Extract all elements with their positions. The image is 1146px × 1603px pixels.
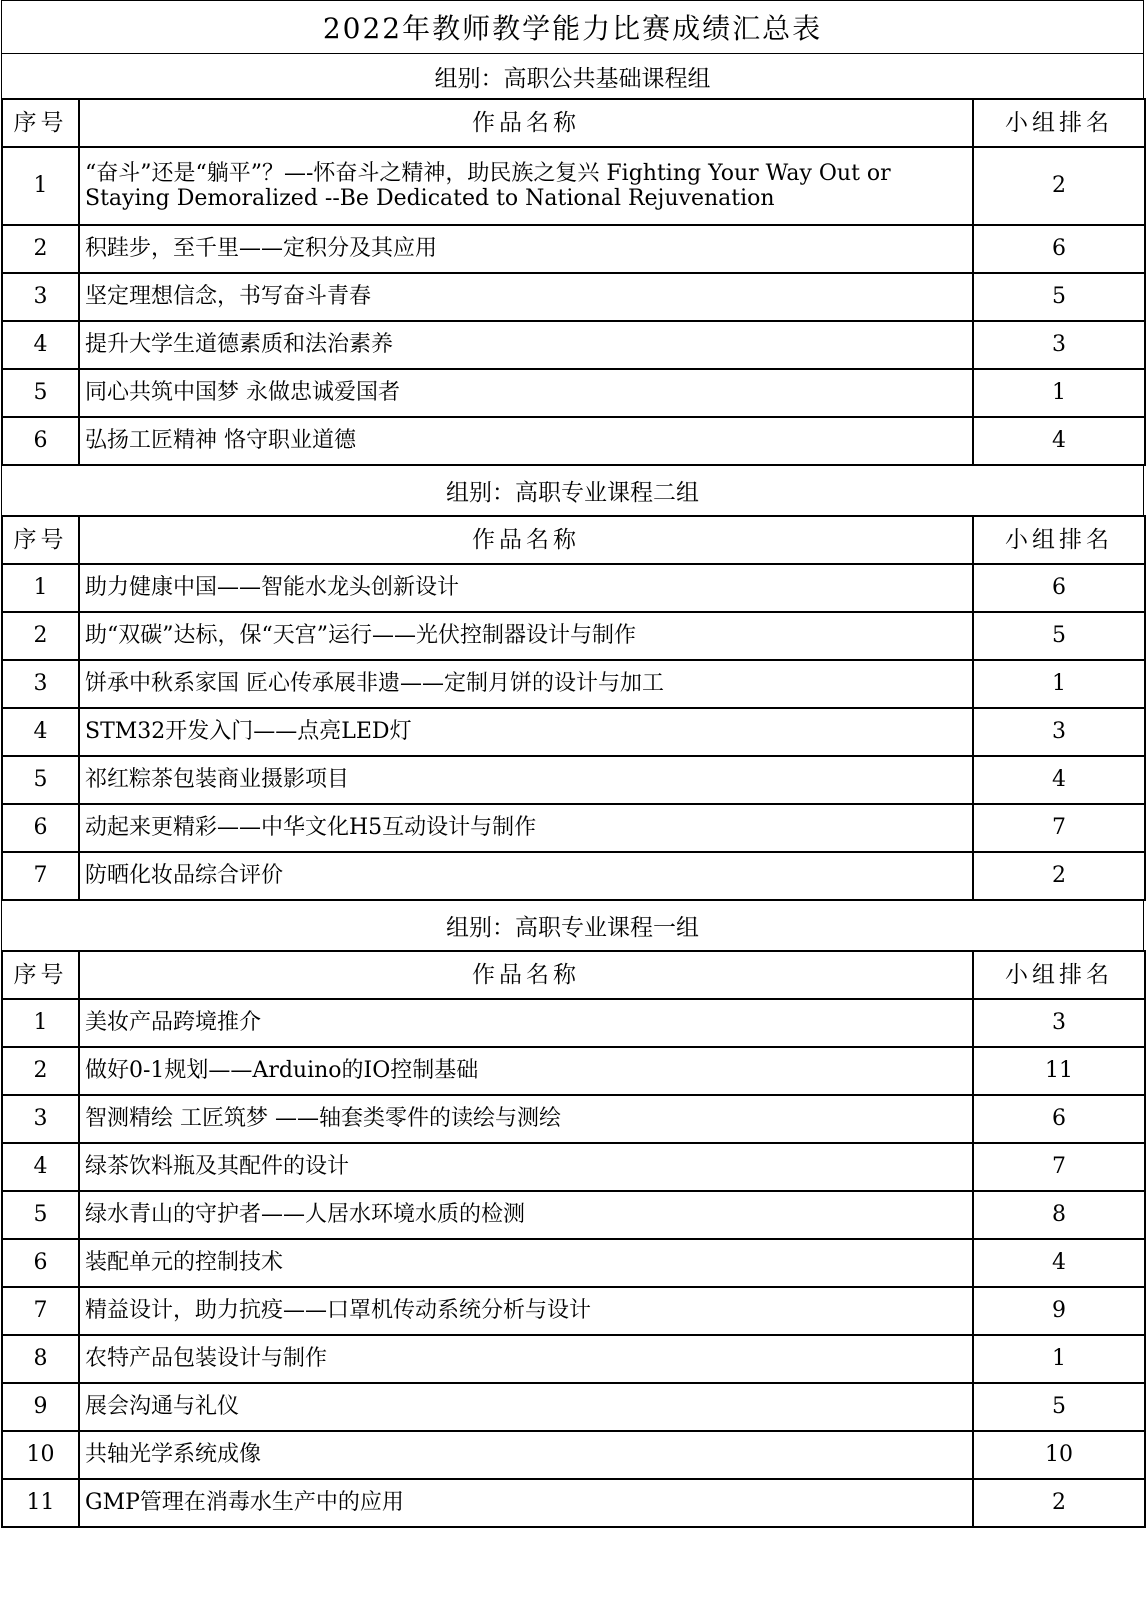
group-label-professional-2: 组别：高职专业课程二组 [1, 466, 1144, 515]
row-name: STM32开发入门——点亮LED灯 [79, 708, 973, 756]
table-row [2, 756, 1145, 804]
table-row [2, 1239, 1145, 1287]
table-row [2, 612, 1145, 660]
table-row [2, 660, 1145, 708]
table-row [2, 1383, 1145, 1431]
row-rank: 2 [973, 852, 1145, 900]
row-name: 提升大学生道德素质和法治素养 [79, 321, 973, 369]
header-name: 作品名称 [79, 99, 973, 147]
header-name: 作品名称 [79, 516, 973, 564]
table-row [2, 273, 1145, 321]
row-name: 防晒化妆品综合评价 [79, 852, 973, 900]
row-rank: 3 [973, 999, 1145, 1047]
group-label-professional-1: 组别：高职专业课程一组 [1, 901, 1144, 950]
header-rank: 小组排名 [973, 516, 1145, 564]
row-name: 农特产品包装设计与制作 [79, 1335, 973, 1383]
sheet-title: 2022年教师教学能力比赛成绩汇总表 [1, 0, 1144, 53]
table-header-row [2, 516, 1145, 564]
row-name: 共轴光学系统成像 [79, 1431, 973, 1479]
table-row [2, 147, 1145, 225]
row-name: 同心共筑中国梦 永做忠诚爱国者 [79, 369, 973, 417]
table-header-row [2, 99, 1145, 147]
row-no: 1 [2, 564, 79, 612]
table-row [2, 999, 1145, 1047]
table-row [2, 321, 1145, 369]
row-rank: 1 [973, 1335, 1145, 1383]
table-row [2, 369, 1145, 417]
header-no: 序号 [2, 516, 79, 564]
header-name: 作品名称 [79, 951, 973, 999]
row-name: 饼承中秋系家国 匠心传承展非遗——定制月饼的设计与加工 [79, 660, 973, 708]
row-name: 精益设计，助力抗疫——口罩机传动系统分析与设计 [79, 1287, 973, 1335]
table-row [2, 708, 1145, 756]
row-name: 绿水青山的守护者——人居水环境水质的检测 [79, 1191, 973, 1239]
row-rank: 3 [973, 321, 1145, 369]
row-name: 绿茶饮料瓶及其配件的设计 [79, 1143, 973, 1191]
row-no: 6 [2, 1239, 79, 1287]
row-no: 10 [2, 1431, 79, 1479]
table-row [2, 564, 1145, 612]
table-row [2, 1047, 1145, 1095]
table-row [2, 1479, 1145, 1527]
row-name: 智测精绘 工匠筑梦 ——轴套类零件的读绘与测绘 [79, 1095, 973, 1143]
row-name: 助力健康中国——智能水龙头创新设计 [79, 564, 973, 612]
row-rank: 4 [973, 1239, 1145, 1287]
row-name: 祁红粽茶包装商业摄影项目 [79, 756, 973, 804]
table-row [2, 417, 1145, 465]
row-no: 2 [2, 612, 79, 660]
row-rank: 1 [973, 660, 1145, 708]
row-rank: 2 [973, 1479, 1145, 1527]
table-row [2, 1191, 1145, 1239]
row-no: 4 [2, 321, 79, 369]
row-no: 3 [2, 1095, 79, 1143]
row-rank: 2 [973, 147, 1145, 225]
row-rank: 1 [973, 369, 1145, 417]
row-name: 美妆产品跨境推介 [79, 999, 973, 1047]
table-row [2, 804, 1145, 852]
header-rank: 小组排名 [973, 99, 1145, 147]
row-no: 11 [2, 1479, 79, 1527]
row-rank: 4 [973, 756, 1145, 804]
row-no: 5 [2, 1191, 79, 1239]
row-no: 7 [2, 852, 79, 900]
row-no: 3 [2, 273, 79, 321]
row-no: 9 [2, 1383, 79, 1431]
header-rank: 小组排名 [973, 951, 1145, 999]
row-no: 4 [2, 708, 79, 756]
row-rank: 11 [973, 1047, 1145, 1095]
row-no: 6 [2, 804, 79, 852]
header-no: 序号 [2, 951, 79, 999]
row-name: 做好0-1规划——Arduino的IO控制基础 [79, 1047, 973, 1095]
row-name: 坚定理想信念，书写奋斗青春 [79, 273, 973, 321]
row-no: 6 [2, 417, 79, 465]
group-table-public-basics [1, 98, 1146, 466]
table-row [2, 1335, 1145, 1383]
row-no: 7 [2, 1287, 79, 1335]
row-no: 1 [2, 147, 79, 225]
row-rank: 6 [973, 225, 1145, 273]
row-rank: 7 [973, 804, 1145, 852]
row-rank: 8 [973, 1191, 1145, 1239]
table-header-row [2, 951, 1145, 999]
row-no: 3 [2, 660, 79, 708]
row-no: 2 [2, 225, 79, 273]
row-name: 装配单元的控制技术 [79, 1239, 973, 1287]
row-rank: 5 [973, 1383, 1145, 1431]
row-name: 助“双碳”达标，保“天宫”运行——光伏控制器设计与制作 [79, 612, 973, 660]
row-no: 1 [2, 999, 79, 1047]
row-no: 4 [2, 1143, 79, 1191]
row-rank: 10 [973, 1431, 1145, 1479]
group-table-professional-2 [1, 515, 1146, 901]
row-rank: 7 [973, 1143, 1145, 1191]
group-label-public-basics: 组别：高职公共基础课程组 [1, 53, 1144, 98]
row-name: GMP管理在消毒水生产中的应用 [79, 1479, 973, 1527]
row-rank: 9 [973, 1287, 1145, 1335]
table-row [2, 852, 1145, 900]
row-rank: 5 [973, 273, 1145, 321]
row-name: 弘扬工匠精神 恪守职业道德 [79, 417, 973, 465]
header-no: 序号 [2, 99, 79, 147]
row-no: 8 [2, 1335, 79, 1383]
group-table-professional-1 [1, 950, 1146, 1528]
row-rank: 5 [973, 612, 1145, 660]
row-rank: 6 [973, 1095, 1145, 1143]
row-rank: 6 [973, 564, 1145, 612]
row-no: 2 [2, 1047, 79, 1095]
table-row [2, 225, 1145, 273]
score-summary-sheet [1, 0, 1144, 1528]
row-name: 动起来更精彩——中华文化H5互动设计与制作 [79, 804, 973, 852]
table-row [2, 1431, 1145, 1479]
row-name: 积跬步，至千里——定积分及其应用 [79, 225, 973, 273]
row-name: “奋斗”还是“躺平”？—-怀奋斗之精神，助民族之复兴 Fighting Your Way Out or Staying Demoralized --Be Dedicated to National Rejuvenation [79, 147, 973, 225]
table-row [2, 1095, 1145, 1143]
row-name: 展会沟通与礼仪 [79, 1383, 973, 1431]
row-no: 5 [2, 756, 79, 804]
table-row [2, 1287, 1145, 1335]
row-rank: 4 [973, 417, 1145, 465]
row-no: 5 [2, 369, 79, 417]
row-rank: 3 [973, 708, 1145, 756]
table-row [2, 1143, 1145, 1191]
